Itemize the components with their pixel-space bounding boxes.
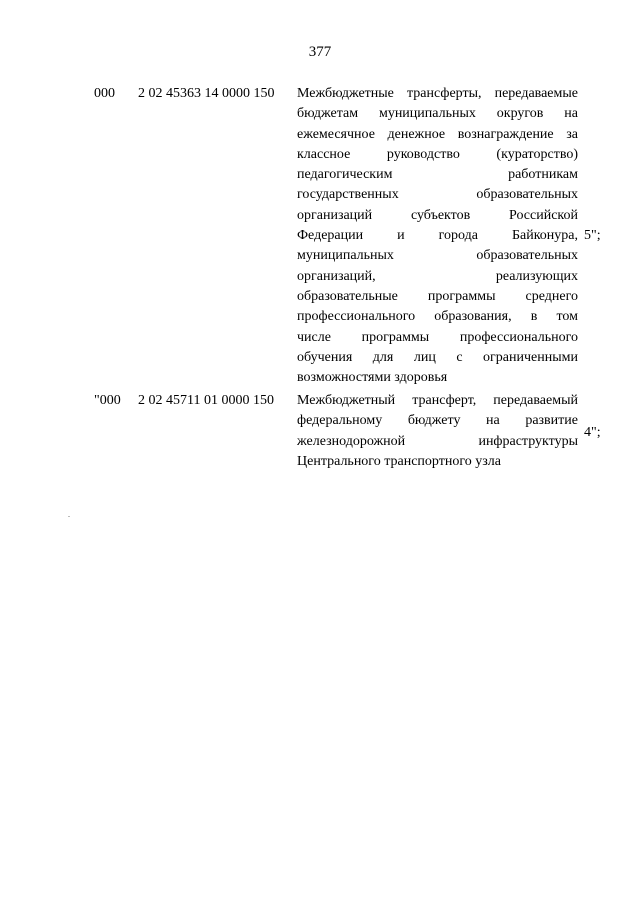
- description-line: Центрального транспортного узла: [297, 453, 501, 469]
- description-line: бюджетам муниципальных округов на: [297, 106, 578, 122]
- description-line: возможностями здоровья: [297, 370, 448, 386]
- description-line: профессионального образования, в том: [297, 309, 578, 325]
- budget-classification-code: 2 02 45711 01 0000 150: [138, 393, 274, 408]
- budget-classification-code: 2 02 45363 14 0000 150: [138, 86, 275, 101]
- description-line: железнодорожной инфраструктуры: [297, 433, 578, 449]
- description-line: федеральному бюджету на развитие: [297, 413, 578, 429]
- description-line: образовательные программы среднего: [297, 288, 578, 304]
- page-number: 377: [308, 44, 332, 60]
- description-line: государственных образовательных: [297, 187, 578, 203]
- scan-speck: [68, 516, 70, 517]
- description-line: Федерации и города Байконура,: [297, 228, 578, 244]
- row-value: 4";: [584, 425, 601, 440]
- row-description: [297, 391, 578, 472]
- admin-code: 000: [94, 86, 115, 101]
- description-line: педагогическим работникам: [297, 167, 578, 183]
- description-line: муниципальных образовательных: [297, 248, 578, 264]
- row-description: [297, 84, 578, 388]
- description-line: классное руководство (кураторство): [297, 146, 578, 162]
- row-value: 5";: [584, 228, 601, 243]
- description-line: организаций, реализующих: [297, 268, 578, 284]
- description-line: организаций субъектов Российской: [297, 207, 578, 223]
- description-line: числе программы профессионального: [297, 329, 578, 345]
- description-line: ежемесячное денежное вознаграждение за: [297, 126, 578, 142]
- description-line: Межбюджетные трансферты, передаваемые: [297, 86, 578, 101]
- admin-code: "000: [94, 393, 121, 408]
- description-line: обучения для лиц с ограниченными: [297, 349, 578, 365]
- description-line: Межбюджетный трансферт, передаваемый: [297, 393, 578, 408]
